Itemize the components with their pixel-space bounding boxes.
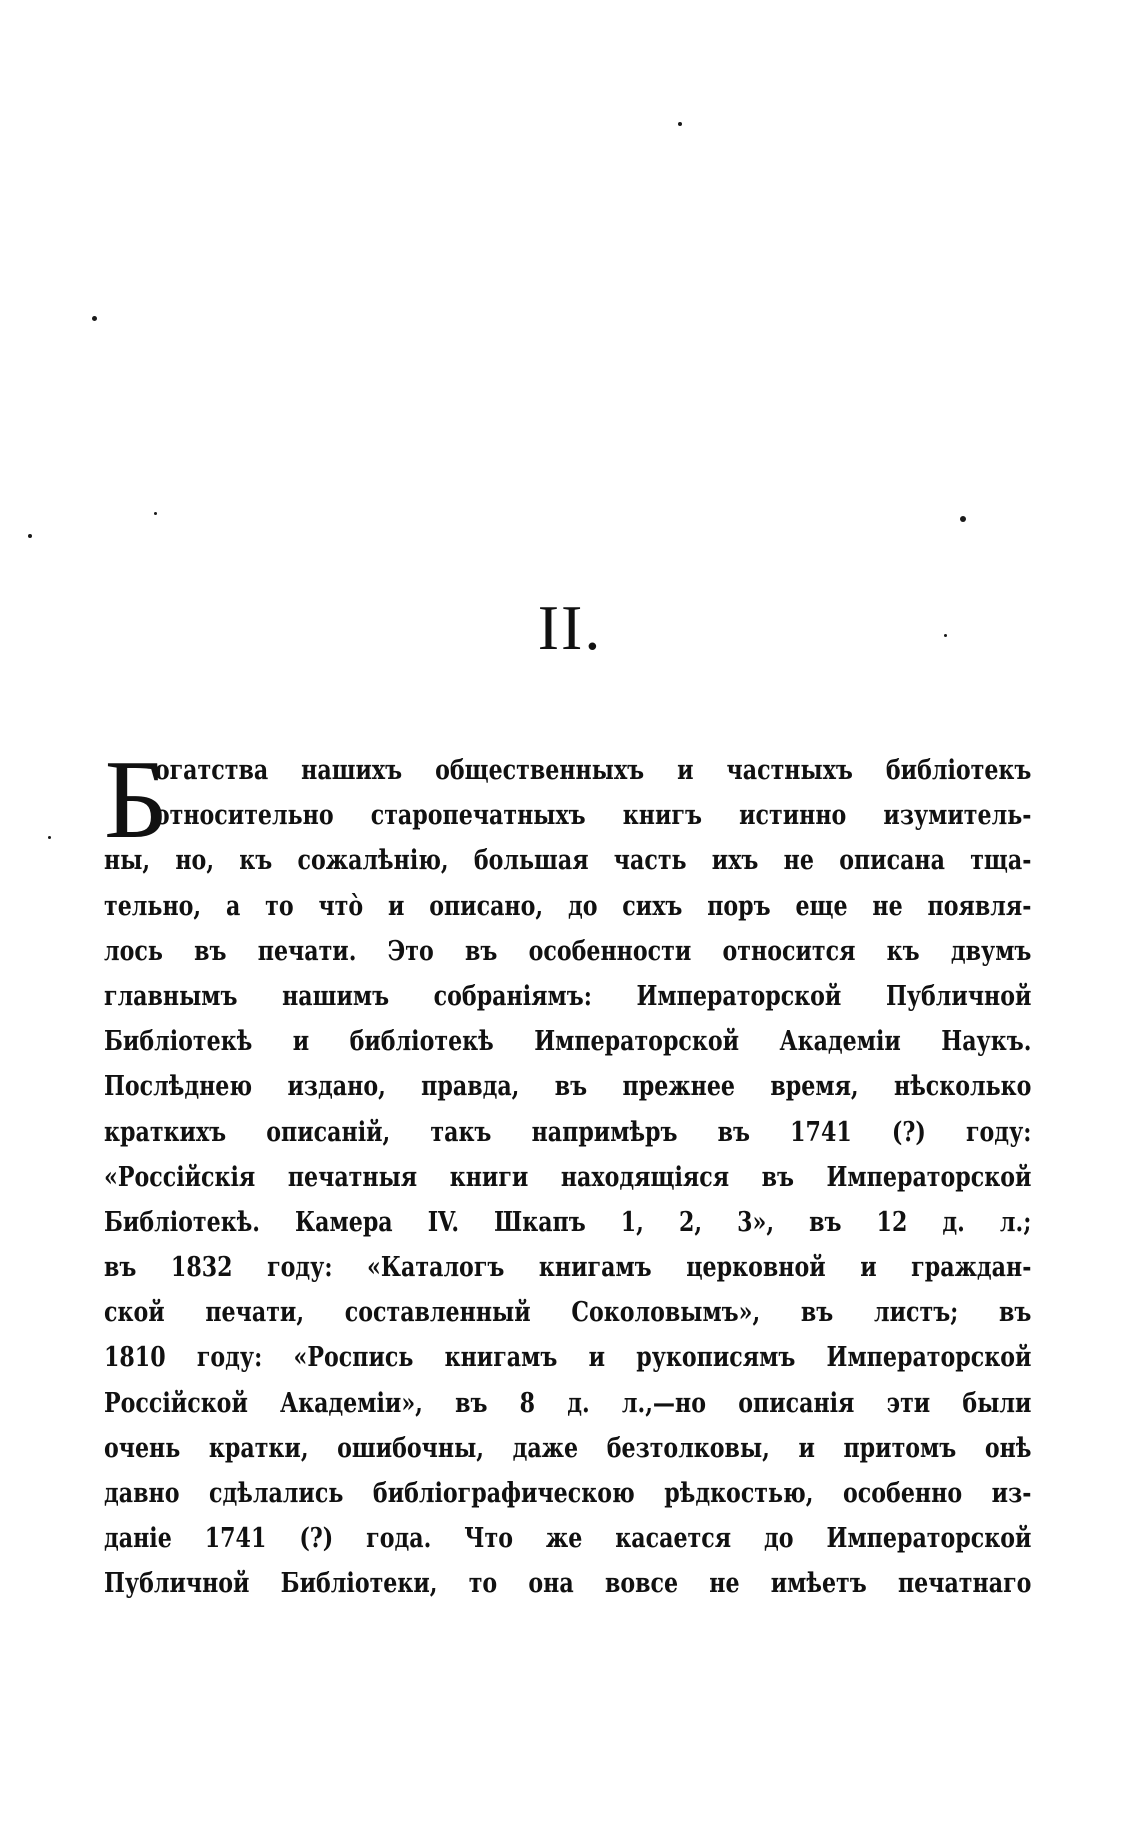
- text-line: давно сдѣлались библіографическою рѣдкостью, особенно из-: [104, 1478, 1032, 1509]
- text-line: Послѣднею издано, правда, въ прежнее время, нѣсколько: [104, 1071, 1032, 1103]
- text-line: лось въ печати. Это въ особенности относится къ двумъ: [104, 935, 1032, 967]
- scan-speck: [678, 122, 682, 126]
- drop-cap-letter: Б: [104, 738, 169, 862]
- text-line: Библіотекѣ и библіотекѣ Императорской Академіи Наукъ.: [104, 1026, 1032, 1058]
- text-line: даніе 1741 (?) года. Что же касается до Императорской: [104, 1523, 1032, 1555]
- text-line: въ 1832 году: «Каталогъ книгамъ церковной и граждан-: [104, 1252, 1032, 1284]
- chapter-numeral: II.: [537, 592, 603, 663]
- text-line: огатства нашихъ общественныхъ и частныхъ библіотекъ: [154, 755, 1032, 786]
- text-line: ны, но, къ сожалѣнію, большая часть ихъ не описана тща-: [104, 845, 1032, 877]
- text-line: 1810 году: «Роспись книгамъ и рукописямъ Императорской: [104, 1342, 1032, 1374]
- text-line: тельно, а то что̀ и описано, до сихъ поръ еще не появля-: [104, 890, 1032, 922]
- text-line: относительно старопечатныхъ книгъ истинно изумитель-: [154, 800, 1032, 832]
- text-line: Россійской Академіи», въ 8 д. л.,—но описанія эти были: [104, 1387, 1032, 1419]
- scan-speck: [92, 316, 97, 321]
- scan-speck: [960, 516, 966, 522]
- scan-speck: [28, 534, 32, 538]
- scan-speck: [48, 836, 51, 839]
- body-paragraph: [104, 748, 1032, 1607]
- text-line: главнымъ нашимъ собраніямъ: Императорской Публичной: [104, 980, 1032, 1012]
- text-line: Библіотекѣ. Камера IV. Шкапъ 1, 2, 3», въ 12 д. л.;: [104, 1206, 1032, 1238]
- text-line: краткихъ описаній, такъ напримѣръ въ 1741 (?) году:: [104, 1116, 1032, 1148]
- text-line: «Россійскія печатныя книги находящіяся въ Императорской: [104, 1161, 1032, 1193]
- scan-speck: [154, 512, 157, 515]
- text-line: очень кратки, ошибочны, даже безтолковы, и притомъ онѣ: [104, 1432, 1032, 1464]
- text-line: ской печати, составленный Соколовымъ», въ листъ; въ: [104, 1297, 1032, 1329]
- text-line: Публичной Библіотеки, то она вовсе не имѣетъ печатнаго: [104, 1568, 1032, 1600]
